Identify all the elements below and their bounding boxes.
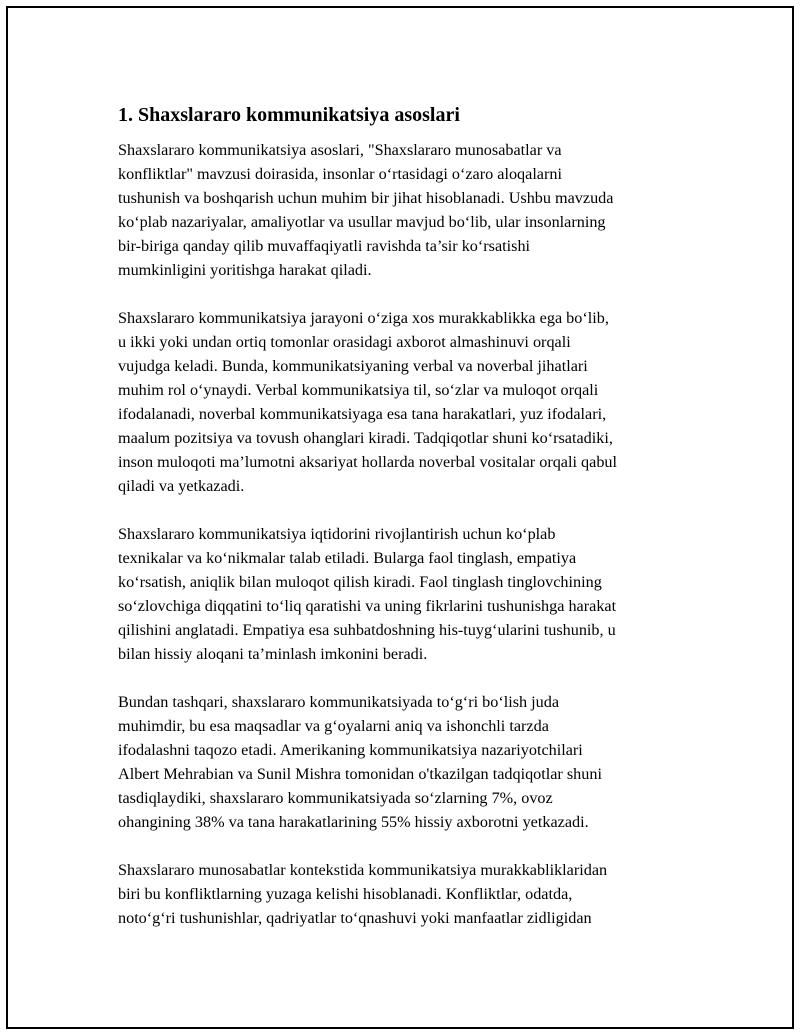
- text-line: ifodalanadi, noverbal kommunikatsiyaga esa tana harakatlari, yuz ifodalari,: [118, 405, 607, 423]
- text-line: muhimdir, bu esa maqsadlar va g‘oyalarni aniq va ishonchli tarzda: [118, 717, 549, 735]
- text-line: Shaxslararo kommunikatsiya jarayoni o‘ziga xos murakkablikka ega bo‘lib,: [118, 309, 609, 327]
- text-line: Shaxslararo kommunikatsiya asoslari, "Shaxslararo munosabatlar va: [118, 141, 562, 159]
- text-line: inson muloqoti ma’lumotni aksariyat hollarda noverbal vositalar orqali qabul: [118, 453, 617, 471]
- text-line: ifodalashni taqozo etadi. Amerikaning kommunikatsiya nazariyotchilari: [118, 741, 583, 759]
- text-line: noto‘g‘ri tushunishlar, qadriyatlar to‘qnashuvi yoki manfaatlar zidligidan: [118, 909, 592, 927]
- document-body: [118, 102, 698, 954]
- paragraph-3: [118, 522, 698, 666]
- text-line: Albert Mehrabian va Sunil Mishra tomonidan o'tkazilgan tadqiqotlar shuni: [118, 765, 602, 783]
- text-line: qilishini anglatadi. Empatiya esa suhbatdoshning his-tuyg‘ularini tushunib, u: [118, 621, 616, 639]
- paragraph-2: [118, 306, 698, 498]
- text-line: vujudga keladi. Bunda, kommunikatsiyaning verbal va noverbal jihatlari: [118, 357, 588, 375]
- text-line: bilan hissiy aloqani ta’minlash imkonini beradi.: [118, 645, 428, 663]
- text-line: konfliktlar" mavzusi doirasida, insonlar o‘rtasidagi o‘zaro aloqalarni: [118, 165, 562, 183]
- text-line: tasdiqlaydiki, shaxslararo kommunikatsiyada so‘zlarning 7%, ovoz: [118, 789, 553, 807]
- text-line: ohangining 38% va tana harakatlarining 55% hissiy axborotni yetkazadi.: [118, 813, 589, 831]
- text-line: biri bu konfliktlarning yuzaga kelishi hisoblanadi. Konfliktlar, odatda,: [118, 885, 573, 903]
- text-line: mumkinligini yoritishga harakat qiladi.: [118, 261, 372, 279]
- text-line: qiladi va yetkazadi.: [118, 477, 245, 495]
- paragraph-5: [118, 858, 698, 930]
- text-line: bir-biriga qanday qilib muvaffaqiyatli ravishda ta’sir ko‘rsatishi: [118, 237, 531, 255]
- text-line: Bundan tashqari, shaxslararo kommunikatsiyada to‘g‘ri bo‘lish juda: [118, 693, 560, 711]
- document-title: 1. Shaxslararo kommunikatsiya asoslari: [118, 104, 460, 126]
- text-line: ko‘rsatish, aniqlik bilan muloqot qilish kiradi. Faol tinglash tinglovchining: [118, 573, 602, 591]
- text-line: Shaxslararo munosabatlar kontekstida kommunikatsiya murakkabliklaridan: [118, 861, 608, 879]
- paragraph-1: [118, 138, 698, 282]
- text-line: so‘zlovchiga diqqatini to‘liq qaratishi va uning fikrlarini tushunishga harakat: [118, 597, 617, 615]
- text-line: tushunish va boshqarish uchun muhim bir jihat hisoblanadi. Ushbu mavzuda: [118, 189, 614, 207]
- text-line: maalum pozitsiya va tovush ohanglari kiradi. Tadqiqotlar shuni ko‘rsatadiki,: [118, 429, 613, 447]
- text-line: texnikalar va ko‘nikmalar talab etiladi. Bularga faol tinglash, empatiya: [118, 549, 577, 567]
- page-frame: [6, 6, 794, 1029]
- text-line: u ikki yoki undan ortiq tomonlar orasidagi axborot almashinuvi orqali: [118, 333, 571, 351]
- text-line: muhim rol o‘ynaydi. Verbal kommunikatsiya til, so‘zlar va muloqot orqali: [118, 381, 599, 399]
- text-line: ko‘plab nazariyalar, amaliyotlar va usullar mavjud bo‘lib, ular insonlarning: [118, 213, 606, 231]
- paragraph-4: [118, 690, 698, 834]
- text-line: Shaxslararo kommunikatsiya iqtidorini rivojlantirish uchun ko‘plab: [118, 525, 556, 543]
